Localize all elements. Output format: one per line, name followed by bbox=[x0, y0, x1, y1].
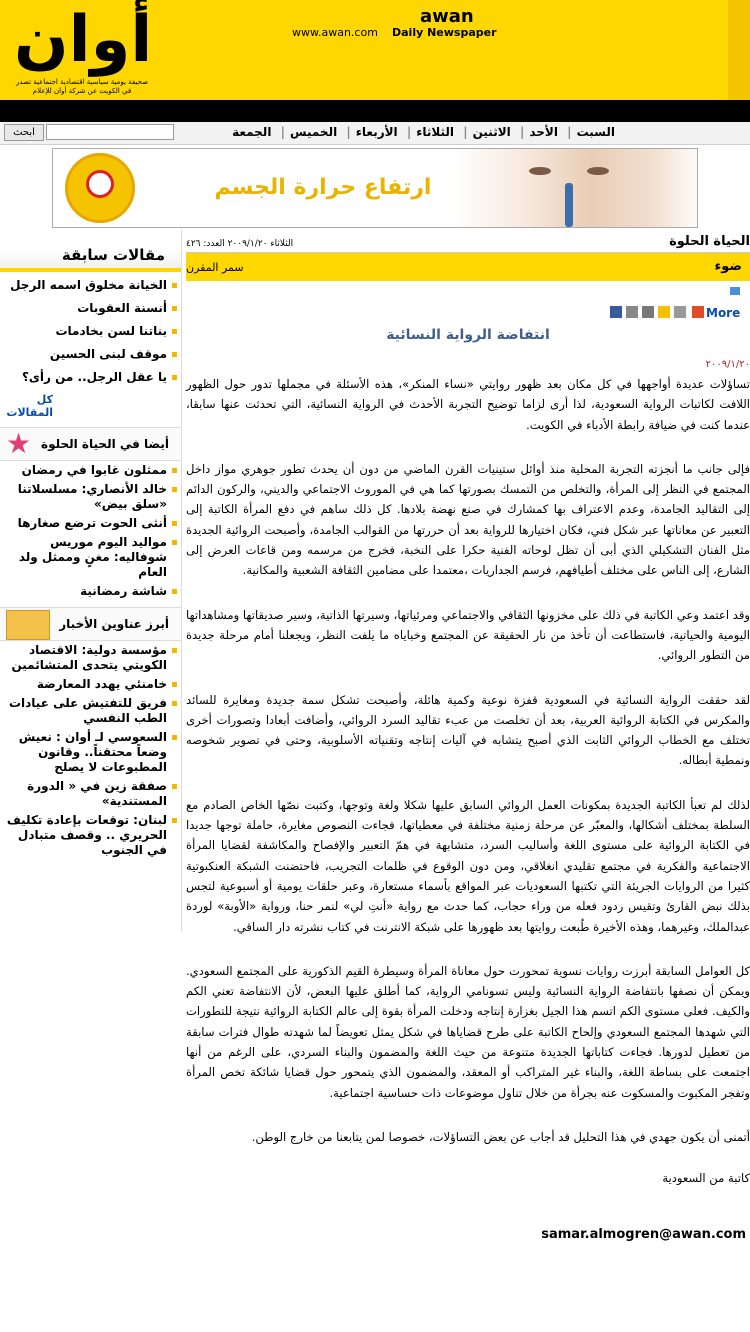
day-navigation bbox=[0, 122, 750, 145]
prev-article-item[interactable]: يا عقل الرجل.. من رأى؟ bbox=[0, 370, 181, 385]
header-black-bar bbox=[0, 100, 750, 122]
nav-separator: | bbox=[463, 125, 468, 139]
news-section-title: أبرز عناوين الأخبار bbox=[59, 617, 169, 631]
ad-face-image bbox=[453, 149, 698, 227]
prev-articles-title: مقالات سابقة bbox=[61, 246, 165, 264]
section-name: الحياة الحلوة bbox=[669, 234, 750, 249]
share-toolbar bbox=[186, 303, 750, 323]
author-email[interactable]: samar.almogren@awan.com bbox=[541, 1227, 746, 1243]
nav-day-wednesday[interactable]: الأربعاء bbox=[355, 125, 398, 139]
author-signature: كاتبة من السعودية bbox=[662, 1171, 750, 1186]
site-url[interactable]: www.awan.com bbox=[292, 26, 378, 39]
column-bar bbox=[186, 253, 750, 281]
news-item[interactable]: السعوسي لـ أوان : نعيش وضعاً محتقناً.. وقانون المطبوعات لا يصلح bbox=[0, 730, 181, 775]
sidebar bbox=[0, 230, 182, 932]
day-links bbox=[227, 125, 620, 139]
news-item[interactable]: مؤسسة دولية: الاقتصاد الكويتي يتحدى المتشائمين bbox=[0, 643, 181, 673]
site-header bbox=[0, 0, 750, 100]
advertisement-banner[interactable] bbox=[52, 148, 698, 228]
article-paragraph: لقد حققت الرواية النسائية في السعودية قفزة نوعية وكمية هائلة، وأصبحت تشكل سمة جديدة ومغايرة للسائد والمكرس في الكتابة الروائية العربية، بعد أن تخلصت من عبء تقاليد السرد الروائي، وأضافت أبعادا وتصورات أخرى تختلف مع الخطاب الروائي الثابت الذي أصبح يتشابه في آليات إنتاجه وتقنياته الأسلوبية، وحتى في تصوير شخوصه ونمطية أبطاله. bbox=[186, 692, 750, 768]
column-name: ضوء bbox=[714, 259, 742, 274]
article-paragraph: فإلى جانب ما أنجزته التجربة المحلية منذ أوائل ستينيات القرن الماضي من دون أن يحدث تطور جوهري مواز داخل المجتمع في النظر إلى المرأة، والتخلص من التمسك بصورتها كما هي في الموروث الاجتماعي والديني، والركون الدائم إلى التقاليد الجامدة، وعدم الاعتراف بها كمشارك في صنع نهضة بلادها. كل ذلك ساهم في دفع المرأة الكاتبة إلى التعبير عن معاناتها عبر شكل فني، فكان اختيارها للرواية بعد أن حررتها من القوالب الجامدة، وأصبحت الروائية الجديدة مثل الفنان التشكيلي الذي أبى أن تظل لوحاته الفنية حكرا على النخبة، فخرج من مرسمه ومن قاعات العرض إلى الشارع، إلى الناس على مختلف أطيافهم، فرسم الجداريات ،معتمدا على مضامين الثقافة الشعبية والمكانية. bbox=[186, 461, 750, 578]
newspaper-icon bbox=[6, 610, 50, 640]
thermometer-tube bbox=[565, 183, 573, 227]
nav-separator: | bbox=[406, 125, 412, 139]
also-item[interactable]: ممثلون غابوا في رمضان bbox=[0, 463, 181, 478]
star-icon: ★ bbox=[6, 427, 32, 460]
nav-day-thursday[interactable]: الخميس bbox=[290, 125, 338, 139]
comment-icon[interactable] bbox=[730, 287, 740, 295]
prev-article-item[interactable]: بناتنا لسن بخادمات bbox=[0, 324, 181, 339]
also-item[interactable]: أنثى الحوت ترضع صغارها bbox=[0, 516, 181, 531]
nav-day-sunday[interactable]: الأحد bbox=[529, 125, 558, 139]
article-paragraph: لذلك لم تعبأ الكاتبة الجديدة بمكونات العمل الروائي السابق عليها شكلا ولغة وتوجها، وكتبت نصّها الخاص الصادم مع السلطة بمختلف أشكالها، والمعبّر عن مرحلة زمنية مختلفة في معطياتها، فجاءت النصوص مغايرة، حاملة توجها جديدا في الكتابة الروائية على مستوى اللغة وأساليب السرد، متشابهة في همّ التعبير والإفصاح والمكاشفة لقضايا المرأة الاجتماعية والفكرية في مجتمع تقليدي انغلاقي، ومن دون الوقوع في ظلمات التجريب، فاحتضنت الشبكة العنكبوتية كثيرا من الروايات الجريئة التي تكتبها السعوديات عبر المواقع بأسماء مستعارة، وعبر حلقات يومية أو أسبوعية لتجس بذلك نبض القارئ وتقيس ردود فعله من وراء حجاب، كما حدث مع رواية «أنتِ لي» لنمر حنا، ورواية «الأوبة» لوردة عبدالملك، وغيرهما، وهذه الأخيرة طُبعت روايتها بعد ظهورها على شبكة الانترنت في كتاب نشرته دار الساقي. bbox=[186, 797, 750, 934]
facebook-icon[interactable] bbox=[610, 306, 622, 318]
nav-separator: | bbox=[280, 125, 286, 139]
search-input[interactable] bbox=[46, 124, 174, 140]
article-body bbox=[186, 374, 750, 1147]
thermometer-icon bbox=[86, 170, 114, 198]
news-item[interactable]: لبنان: توقعات بإعادة تكليف الحريري .. وقصف متبادل في الجنوب bbox=[0, 813, 181, 858]
ad-eye-right bbox=[587, 167, 609, 175]
favorite-star-icon[interactable] bbox=[658, 306, 670, 318]
article-title: انتفاضة الرواية النسائية bbox=[386, 327, 550, 343]
nav-separator: | bbox=[567, 125, 572, 139]
nav-day-saturday[interactable]: السبت bbox=[576, 125, 615, 139]
prev-article-item[interactable]: الخيانة مخلوق اسمه الرجل bbox=[0, 278, 181, 293]
share-plus-icon[interactable] bbox=[692, 306, 704, 318]
also-item[interactable]: خالد الأنصاري: مسلسلاتنا «سلق بيض» bbox=[0, 482, 181, 512]
also-item[interactable]: شاشة رمضانية bbox=[0, 584, 181, 599]
ad-eye-left bbox=[529, 167, 551, 175]
nav-separator: | bbox=[346, 125, 351, 139]
bookmark-icon[interactable] bbox=[626, 306, 638, 318]
prev-articles-header bbox=[0, 230, 181, 272]
article-paragraph: أتمنى أن يكون جهدي في هذا التحليل قد أجاب عن بعض التساؤلات، خصوصا لمن يتابعنا من خارج الوطن. bbox=[251, 1129, 750, 1144]
news-section-header bbox=[0, 607, 181, 641]
print-icon[interactable] bbox=[674, 306, 686, 318]
news-item[interactable]: فريق للتفتيش على عيادات الطب النفسي bbox=[0, 696, 181, 726]
ad-logo-icon bbox=[65, 153, 135, 223]
logo-word: أوان bbox=[14, 3, 153, 77]
brand-name: awan bbox=[420, 6, 474, 27]
also-item[interactable]: مواليد اليوم موريس شوفاليه: مغنٍ وممثل ولد العام bbox=[0, 535, 181, 580]
also-section-header bbox=[0, 427, 181, 461]
also-list bbox=[0, 461, 181, 599]
prev-article-item[interactable]: موقف لبنى الحسين bbox=[0, 347, 181, 362]
daily-newspaper-label: Daily Newspaper bbox=[392, 26, 497, 39]
article-paragraph: وقد اعتمد وعي الكاتبة في ذلك على مخزونها الثقافي والاجتماعي ومرئياتها، وسيرتها الذاتية، وسير صديقاتها ومشاهداتها اليومية والحياتية، فاستطاعت أن تأخذ من نار الحقيقة عن المجتمع وخباياه ما يلفت النظر، ويجعلنا أمام مرحلة جديدة من التطور الروائي. bbox=[186, 607, 750, 663]
prev-articles-list bbox=[0, 272, 181, 385]
article-paragraph: تساؤلات عديدة أواجهها في كل مكان بعد ظهور روايتي «نساء المنكر»، هذه الأسئلة في مجملها تدور حول الظهور اللافت لكاتبات الرواية السعودية، لذا أرى لزاما توضيح التجربة الأحدث في الرواية النسائية، التي تحدثت عنها سابقا، عندما كنت في ضيافة رابطة الأدباء في الكويت. bbox=[186, 377, 750, 432]
news-list bbox=[0, 641, 181, 858]
nav-separator: | bbox=[519, 125, 525, 139]
share-more-link[interactable]: More bbox=[706, 306, 741, 320]
author-name[interactable]: سمر المقرن bbox=[186, 261, 244, 274]
section-titlebar bbox=[186, 230, 750, 253]
news-item[interactable]: صفقة زين في « الدورة المستندية» bbox=[0, 779, 181, 809]
logo-tagline: صحيفة يومية سياسية اقتصادية اجتماعية تصدر في الكويت عن شركة أوان للإعلام bbox=[15, 78, 149, 95]
ad-text: ارتفاع حرارة الجسم bbox=[214, 175, 432, 200]
nav-day-tuesday[interactable]: الثلاثاء bbox=[416, 125, 455, 139]
issue-dateline: الثلاثاء ٢٠٠٩/١/٢٠ العدد: ٤٢٦ bbox=[186, 239, 294, 249]
search-button[interactable]: ابحث bbox=[4, 124, 44, 141]
prev-article-item[interactable]: أنسنة العقوبات bbox=[0, 301, 181, 316]
all-articles-link[interactable]: كل المقالات bbox=[6, 393, 53, 419]
nav-day-friday[interactable]: الجمعة bbox=[232, 125, 272, 139]
awan-logo[interactable] bbox=[6, 2, 156, 98]
article-area bbox=[186, 230, 750, 1242]
article-date: ٢٠٠٩/١/٢٠ bbox=[705, 359, 750, 370]
email-icon[interactable] bbox=[642, 306, 654, 318]
article-paragraph: كل العوامل السابقة أبرزت روايات نسوية تمحورت حول معاناة المرأة وسيطرة القيم الذكورية على المجتمع السعودي. ويمكن أن نصفها بانتفاضة الرواية النسائية وليس تسونامي الرواية، كما أطلق عليها البعض، لأن الانتفاضة تعني الكم والكيف. فعلى مستوى الكم اتسم هذا الجيل بغزارة إنتاجه ودخلت المرأة بقوة إلى عالم الكتابة الروائية نتيجة للتطورات التي شهدها المجتمع السعودي وإلحاح الكاتبة على طرح قضاياها في شكل يمثل تعويضاً لما شهدته طوال فترات سابقة من تعطيل لدورها. فجاءت كتاباتها الجديدة متنوعة من حيث اللغة والمضمون والبناء السردي، على الرغم من أنها اجتمعت على بساطة اللغة، والبناء غير المتراكب أو المعقد، والمضمون الذي يتمحور حول قضايا شائكة تخص المرأة وتفجر المكبوت والمسكوت عنه بجرأة من خلال تناول موضوعات ذات حساسية اجتماعية. bbox=[186, 963, 750, 1100]
also-section-title: أيضا في الحياة الحلوة bbox=[40, 437, 169, 451]
header-edge-strip bbox=[728, 0, 750, 100]
nav-day-monday[interactable]: الاثنين bbox=[472, 125, 511, 139]
news-item[interactable]: خامنئي يهدد المعارضة bbox=[0, 677, 181, 692]
